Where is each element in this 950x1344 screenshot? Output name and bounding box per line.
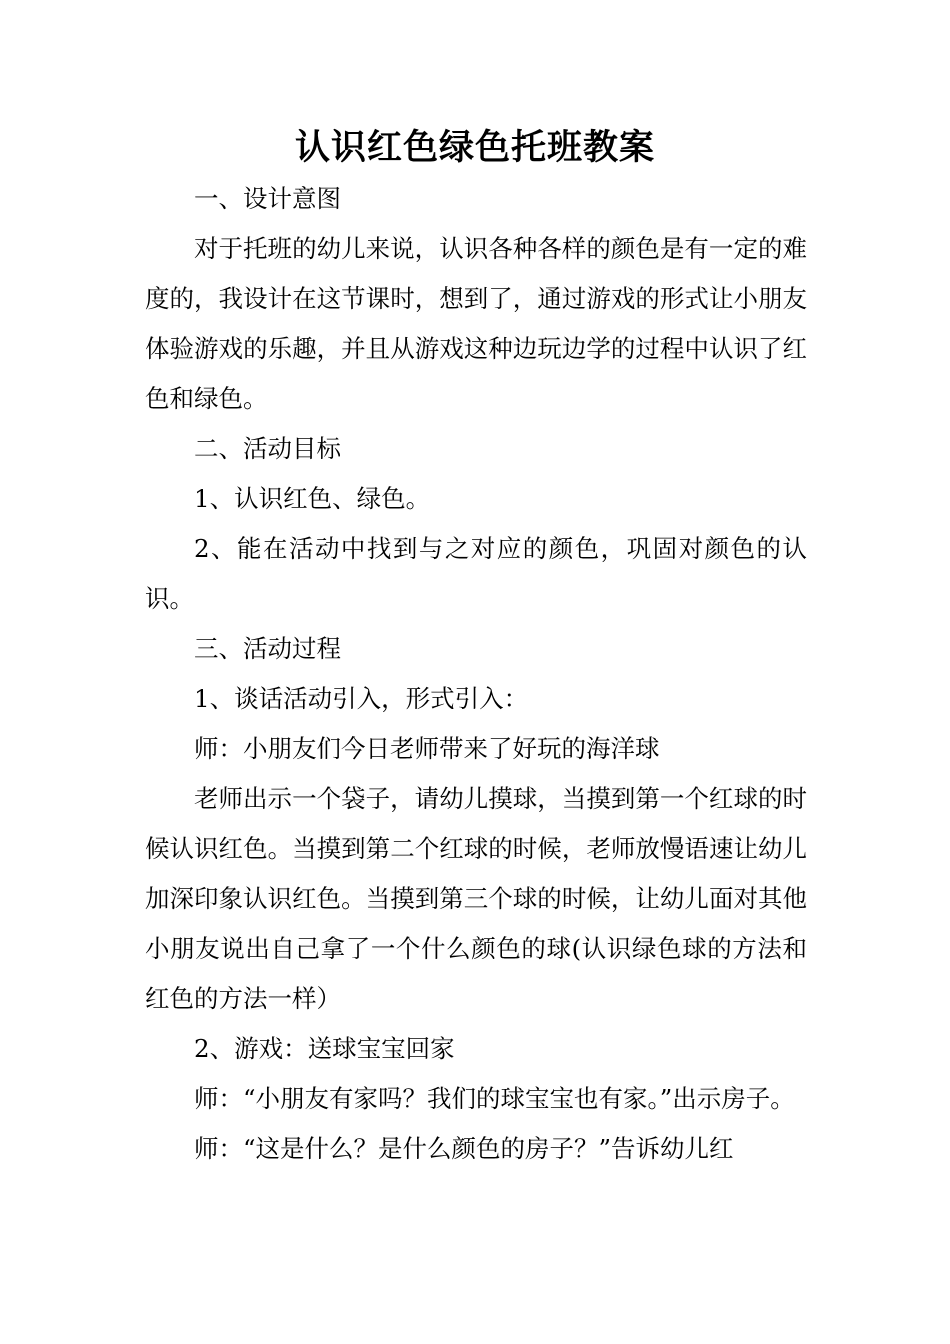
document-body [145, 174, 807, 1174]
goal-item-1: 1、认识红色、绿色。 [194, 484, 431, 513]
process-step-1: 1、谈话活动引入，形式引入： [194, 684, 529, 713]
process-step-2: 2、游戏：送球宝宝回家 [194, 1034, 455, 1063]
section-heading-activity-process: 三、活动过程 [194, 634, 341, 663]
section-heading-design-intent: 一、设计意图 [194, 184, 341, 213]
goal-item-2: 2、能在活动中找到与之对应的颜色，巩固对颜色的认识。 [145, 534, 807, 613]
paragraph-design-intent: 对于托班的幼儿来说，认识各种各样的颜色是有一定的难度的，我设计在这节课时，想到了，通过游戏的形式让小朋友体验游戏的乐趣，并且从游戏这种边玩边学的过程中认识了红色和绿色。 [145, 234, 807, 413]
paragraph-ball-activity: 老师出示一个袋子，请幼儿摸球，当摸到第一个红球的时候认识红色。当摸到第二个红球的时候，老师放慢语速让幼儿加深印象认识红色。当摸到第三个球的时候，让幼儿面对其他小朋友说出自己拿了一个什么颜色的球(认识绿色球的方法和红色的方法一样） [145, 784, 807, 1013]
teacher-line-2: 师：“小朋友有家吗？我们的球宝宝也有家。”出示房子。 [194, 1084, 795, 1113]
document-title: 认识红色绿色托班教案 [294, 128, 655, 168]
teacher-line-3: 师：“这是什么？是什么颜色的房子？”告诉幼儿红 [194, 1134, 734, 1163]
section-heading-activity-goals: 二、活动目标 [194, 434, 341, 463]
teacher-line-1: 师：小朋友们今日老师带来了好玩的海洋球 [194, 734, 660, 763]
